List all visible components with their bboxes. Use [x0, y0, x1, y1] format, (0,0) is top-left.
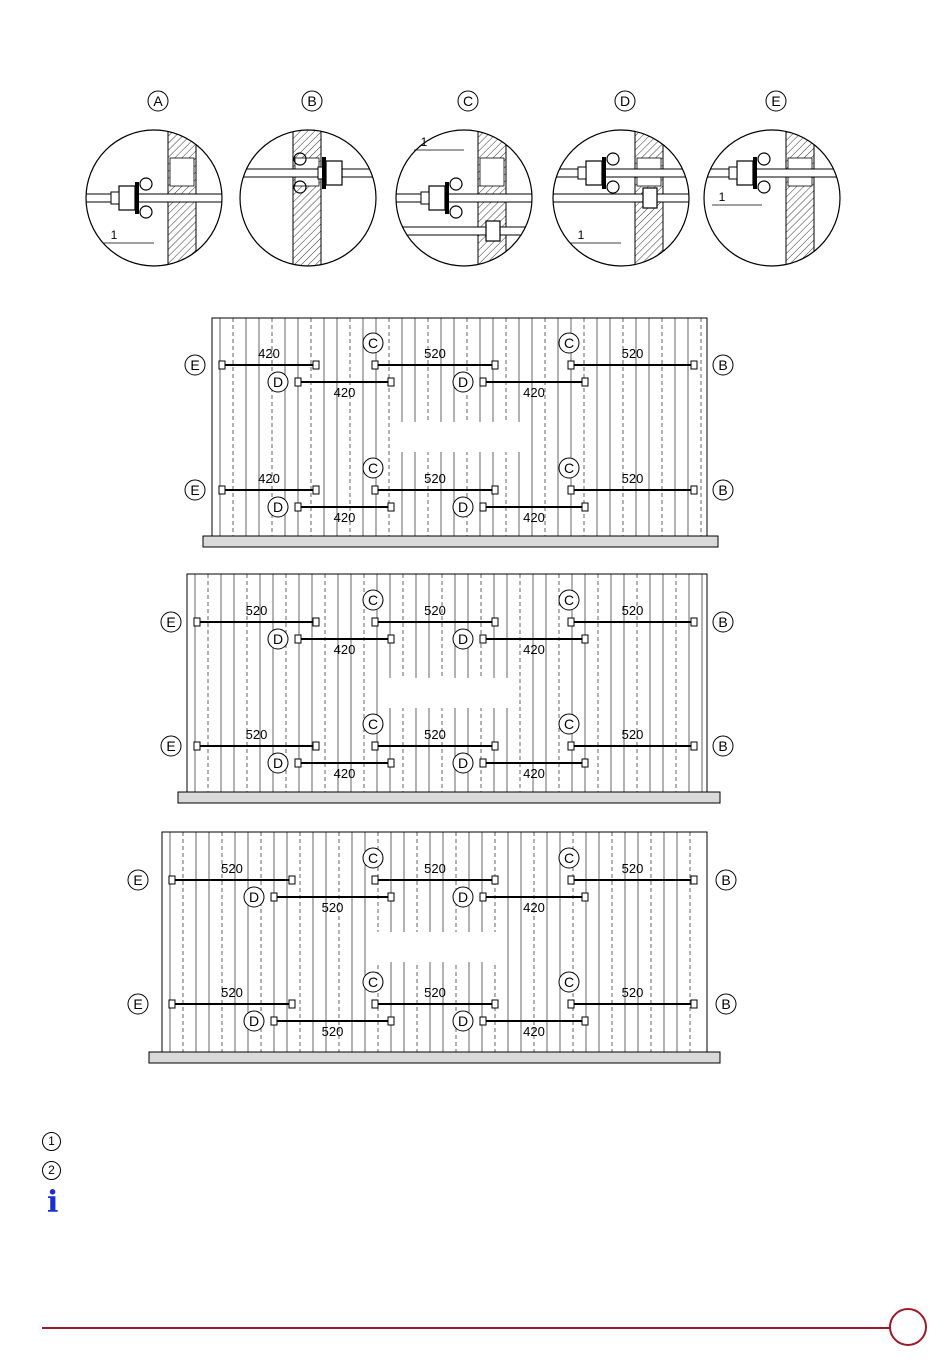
spring-coil	[140, 206, 152, 218]
callout-c	[363, 848, 383, 868]
rod-length-label: 520	[221, 985, 243, 1000]
rod-nut-left	[372, 1000, 378, 1008]
rod-nut-right	[492, 486, 498, 494]
legend-item-2	[42, 1161, 61, 1180]
callout-c-text: C	[563, 592, 575, 608]
bolt-end	[111, 192, 119, 204]
wall-panel-1	[185, 318, 733, 547]
detail-label-e	[766, 91, 786, 111]
callout-d	[268, 629, 288, 649]
detail-label-c-text: C	[462, 93, 474, 109]
detail-drawing-c	[394, 128, 534, 268]
rod-length-label: 520	[621, 603, 644, 618]
rod-nut-right	[691, 486, 697, 494]
rod-nut-left	[219, 486, 225, 494]
rod-length-label: 520	[621, 727, 644, 742]
callout-d-text: D	[457, 889, 469, 905]
callout-c	[363, 458, 383, 478]
rod-nut-right	[388, 759, 394, 767]
rod-nut-right	[582, 759, 588, 767]
callout-d	[453, 497, 473, 517]
rod-nut-right	[691, 1000, 697, 1008]
callout-d	[453, 372, 473, 392]
washer	[322, 157, 326, 189]
wall-panel-3	[128, 832, 736, 1063]
rod-length-label: 420	[523, 900, 545, 915]
end-label-left	[128, 994, 148, 1014]
rod-nut-right	[691, 742, 697, 750]
rod-nut-left	[372, 742, 378, 750]
callout-d-text: D	[457, 499, 469, 515]
callout-d-text: D	[248, 1013, 260, 1029]
wall-gap	[170, 158, 194, 186]
callout-d	[268, 372, 288, 392]
rod-length-label: 520	[424, 861, 446, 876]
rod-nut-right	[313, 361, 319, 369]
detail-label-e-text: E	[771, 93, 781, 109]
panel-label-area	[385, 678, 509, 708]
rod-nut-right	[582, 893, 588, 901]
bolt-end	[421, 192, 429, 204]
rod-nut-left	[194, 618, 200, 626]
rod-length-label: 520	[424, 471, 446, 486]
callout-d-text: D	[272, 374, 284, 390]
tie-rod	[238, 169, 378, 177]
callout-d-text: D	[272, 631, 284, 647]
spring-coil	[607, 181, 619, 193]
callout-d	[453, 887, 473, 907]
tie-rod	[394, 194, 534, 202]
end-label-left-text: E	[166, 614, 176, 630]
rod-nut-right	[582, 1017, 588, 1025]
dimension-label: 1	[718, 190, 726, 204]
rod-length-label: 420	[333, 510, 356, 525]
rod-nut-left	[568, 361, 574, 369]
end-label-left-text: E	[133, 872, 143, 888]
end-label-right	[713, 355, 733, 375]
rod-nut-right	[388, 1017, 394, 1025]
nut-secondary	[486, 221, 500, 241]
rod-length-label: 420	[258, 471, 280, 486]
legend-number-2: 2	[42, 1161, 61, 1180]
callout-c-text: C	[367, 592, 379, 608]
nut-secondary	[643, 188, 657, 208]
end-label-right-text: B	[721, 872, 731, 888]
rod-nut-left	[194, 742, 200, 750]
wall-section	[293, 128, 321, 268]
rod-length-label: 420	[523, 385, 545, 400]
end-label-right-text: B	[718, 357, 728, 373]
footer-rule	[42, 1327, 890, 1329]
end-label-left	[161, 736, 181, 756]
rod-nut-right	[582, 378, 588, 386]
spring-coil	[140, 178, 152, 190]
callout-d-text: D	[457, 631, 469, 647]
info-icon: i	[47, 1185, 59, 1220]
rod-length-label: 520	[424, 603, 446, 618]
bolt-end	[578, 167, 586, 179]
rod-nut-right	[492, 361, 498, 369]
wall-panels	[128, 318, 736, 1063]
detail-label-a	[148, 91, 168, 111]
washer	[135, 182, 139, 214]
rod-length-label: 520	[621, 471, 644, 486]
end-label-left-text: E	[190, 482, 200, 498]
callout-c-text: C	[563, 850, 575, 866]
dimension-label: 1	[110, 228, 118, 242]
rod-nut-right	[582, 635, 588, 643]
callout-d-text: D	[272, 499, 284, 515]
rod-nut-right	[492, 618, 498, 626]
callout-c-text: C	[563, 974, 575, 990]
callout-d	[268, 753, 288, 773]
end-label-right-text: B	[718, 738, 728, 754]
rod-length-label: 520	[424, 346, 446, 361]
detail-label-c	[458, 91, 478, 111]
panel-label-area	[373, 932, 497, 962]
detail-d	[551, 91, 691, 268]
wall-section	[786, 128, 814, 268]
nut	[119, 186, 135, 210]
callout-d	[453, 753, 473, 773]
callout-c-text: C	[367, 335, 379, 351]
rod-length-label: 520	[321, 1024, 344, 1039]
rod-nut-left	[480, 378, 486, 386]
rod-length-label: 520	[424, 985, 446, 1000]
rod-length-label: 420	[523, 766, 545, 781]
rod-nut-left	[219, 361, 225, 369]
end-label-left-text: E	[166, 738, 176, 754]
end-label-right	[713, 612, 733, 632]
rod-nut-left	[169, 1000, 175, 1008]
callout-d	[453, 1011, 473, 1031]
rod-length-label: 420	[258, 346, 280, 361]
base-plate	[178, 792, 720, 803]
rod-nut-right	[691, 618, 697, 626]
rod-nut-left	[568, 742, 574, 750]
rod-length-label: 420	[523, 1024, 545, 1039]
callout-d	[244, 887, 264, 907]
rod-nut-right	[388, 503, 394, 511]
rod-nut-right	[313, 742, 319, 750]
rod-length-label: 520	[621, 346, 644, 361]
rod-length-label: 520	[621, 861, 644, 876]
rod-nut-left	[568, 618, 574, 626]
tie-rod	[702, 169, 842, 177]
detail-a	[84, 91, 224, 268]
rod-nut-left	[372, 876, 378, 884]
rod-nut-left	[480, 1017, 486, 1025]
detail-drawing-a	[84, 128, 224, 268]
rod-nut-left	[295, 503, 301, 511]
rod-length-label: 520	[321, 900, 344, 915]
rod-length-label: 420	[333, 766, 356, 781]
rod-nut-right	[388, 893, 394, 901]
rod-nut-left	[568, 1000, 574, 1008]
rod-nut-right	[492, 742, 498, 750]
nut	[737, 161, 753, 185]
rod-nut-left	[480, 635, 486, 643]
rod-nut-left	[295, 378, 301, 386]
dimension-label: 1	[577, 228, 585, 242]
rod-nut-left	[372, 361, 378, 369]
washer	[753, 157, 757, 189]
rod-nut-left	[480, 759, 486, 767]
rod-nut-left	[480, 503, 486, 511]
wall-panel-2	[161, 574, 733, 803]
callout-c-text: C	[367, 716, 379, 732]
washer	[445, 182, 449, 214]
rod-nut-left	[372, 618, 378, 626]
rod-nut-left	[480, 893, 486, 901]
rod-nut-right	[388, 378, 394, 386]
spring-coil	[450, 178, 462, 190]
panel-label-area	[398, 422, 522, 452]
spring-coil	[607, 153, 619, 165]
end-label-right	[713, 480, 733, 500]
callout-d	[268, 497, 288, 517]
detail-label-b-text: B	[307, 93, 317, 109]
end-label-left	[185, 480, 205, 500]
end-label-right	[713, 736, 733, 756]
callout-d-text: D	[457, 755, 469, 771]
detail-label-b	[302, 91, 322, 111]
callout-d-text: D	[248, 889, 260, 905]
wall-gap	[480, 158, 504, 186]
callout-c	[363, 590, 383, 610]
rod-nut-left	[295, 759, 301, 767]
detail-label-d-text: D	[619, 93, 631, 109]
end-label-left	[185, 355, 205, 375]
rod-length-label: 520	[245, 603, 268, 618]
nut	[429, 186, 445, 210]
tie-rod-secondary	[551, 194, 691, 202]
callout-c	[559, 590, 579, 610]
callout-c-text: C	[563, 335, 575, 351]
rod-nut-right	[492, 1000, 498, 1008]
detail-views	[84, 91, 842, 268]
end-label-left	[128, 870, 148, 890]
rod-nut-right	[289, 1000, 295, 1008]
rod-nut-right	[313, 486, 319, 494]
bolt-end	[729, 167, 737, 179]
detail-label-a-text: A	[153, 93, 163, 109]
end-label-right-text: B	[718, 482, 728, 498]
legend-item-1	[42, 1132, 61, 1151]
rod-nut-right	[582, 503, 588, 511]
detail-drawing-b	[238, 128, 378, 268]
rod-length-label: 520	[245, 727, 268, 742]
detail-drawing-d	[551, 128, 691, 268]
callout-d-text: D	[272, 755, 284, 771]
end-label-right-text: B	[718, 614, 728, 630]
tie-rod	[84, 194, 224, 202]
rod-nut-right	[289, 876, 295, 884]
callout-c	[363, 972, 383, 992]
callout-d-text: D	[457, 374, 469, 390]
end-label-right	[716, 994, 736, 1014]
spring-coil	[758, 153, 770, 165]
rod-length-label: 420	[333, 642, 356, 657]
end-label-right	[716, 870, 736, 890]
page-number-circle	[889, 1308, 927, 1346]
callout-c	[363, 333, 383, 353]
callout-c-text: C	[563, 716, 575, 732]
detail-e	[702, 91, 842, 268]
callout-c	[559, 333, 579, 353]
end-label-left-text: E	[133, 996, 143, 1012]
rod-length-label: 520	[621, 985, 644, 1000]
legend-number-1: 1	[42, 1132, 61, 1151]
callout-c	[559, 972, 579, 992]
nut	[326, 161, 342, 185]
detail-b	[238, 91, 378, 268]
rod-length-label: 520	[221, 861, 243, 876]
rod-nut-left	[271, 1017, 277, 1025]
rod-nut-left	[568, 486, 574, 494]
callout-c	[559, 714, 579, 734]
base-plate	[149, 1052, 720, 1063]
rod-length-label: 420	[523, 642, 545, 657]
rod-length-label: 520	[424, 727, 446, 742]
spring-coil	[450, 206, 462, 218]
rod-nut-left	[568, 876, 574, 884]
callout-d	[244, 1011, 264, 1031]
rod-nut-right	[388, 635, 394, 643]
callout-c-text: C	[563, 460, 575, 476]
rod-length-label: 420	[523, 510, 545, 525]
dimension-label: 1	[420, 135, 428, 149]
rod-nut-right	[691, 361, 697, 369]
end-label-right-text: B	[721, 996, 731, 1012]
nut	[586, 161, 602, 185]
callout-c	[559, 848, 579, 868]
tie-rod-secondary	[394, 227, 534, 235]
rod-nut-left	[169, 876, 175, 884]
rod-nut-right	[691, 876, 697, 884]
callout-c	[363, 714, 383, 734]
rod-nut-right	[492, 876, 498, 884]
callout-d-text: D	[457, 1013, 469, 1029]
rod-nut-left	[295, 635, 301, 643]
base-plate	[203, 536, 718, 547]
callout-c	[559, 458, 579, 478]
rod-length-label: 420	[333, 385, 356, 400]
end-label-left-text: E	[190, 357, 200, 373]
detail-c	[394, 91, 534, 268]
spring-coil	[758, 181, 770, 193]
callout-c-text: C	[367, 460, 379, 476]
callout-c-text: C	[367, 974, 379, 990]
rod-nut-left	[271, 893, 277, 901]
detail-label-d	[615, 91, 635, 111]
end-label-left	[161, 612, 181, 632]
callout-c-text: C	[367, 850, 379, 866]
washer	[602, 157, 606, 189]
tie-rod	[551, 169, 691, 177]
rod-nut-right	[313, 618, 319, 626]
callout-d	[453, 629, 473, 649]
rod-nut-left	[372, 486, 378, 494]
